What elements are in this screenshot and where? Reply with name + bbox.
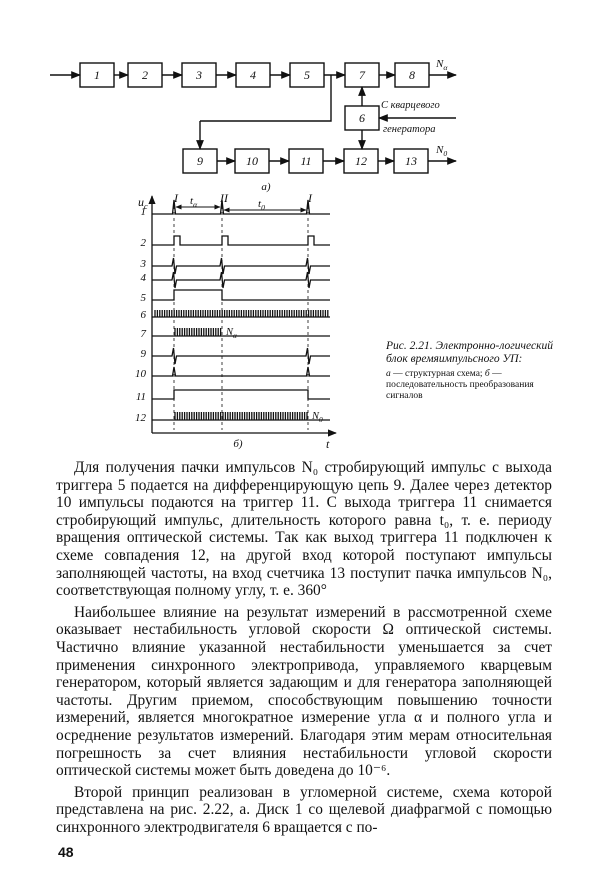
row-label-6: 6 xyxy=(140,309,146,321)
row-label-3: 3 xyxy=(140,258,146,270)
generator-label-1: С кварцевого xyxy=(381,100,440,111)
block-label-5: 5 xyxy=(304,68,310,82)
block-label-6: 6 xyxy=(359,111,365,125)
paragraph: Для получения пачки импульсов N₀ стробирующий импульс с выхода триггера 5 подается на дифференцирующую цепь 9. Далее через детектор 10 импульсы подаются на триггер 11. С выхода триггера 11 снимается стробирующий импульс, длительность которого равна t₀, т. е. периоду вращения оптической системы. Так как выход триггера 11 подключен к схеме совпадения 12, на другой вход которой поступают импульсы заполняющей частоты, на вход счетчика 13 поступит пачка импульсов N₀, соответствующая полному углу, т. е. 360° xyxy=(56,459,552,600)
pulse-label-3: I xyxy=(308,191,312,205)
page-number: 48 xyxy=(58,844,74,860)
signal-row-4 xyxy=(152,272,330,288)
block-label-1: 1 xyxy=(94,68,100,82)
signal-row-6 xyxy=(152,310,330,317)
row-label-10: 10 xyxy=(135,368,146,380)
row-label-9: 9 xyxy=(140,348,146,360)
signal-row-9 xyxy=(152,348,330,364)
signal-row-12 xyxy=(152,412,330,420)
block-label-8: 8 xyxy=(409,68,415,82)
paragraph: Наибольшее влияние на результат измерений в рассмотренной схеме оказывает нестабильность угловой скорости Ω оптической системы. Частично влияние указанной нестабильности уменьшается за счет применения синхронного электропривода, управляемого кварцевым генератором, который является задающим и для генератора заполняющей частоты. Другим приемом, способствующим повышению точности измерений, является многократное измерение угла α и полного угла и осреднение результатов измерений. Благодаря этим мерам относительная погрешность за счет влияния нестабильности угловой скорости оптической системы может быть доведена до 10⁻⁶. xyxy=(56,603,552,780)
pulse-label-2: II xyxy=(220,191,228,205)
row-label-4: 4 xyxy=(140,272,146,284)
block-label-11: 11 xyxy=(300,154,312,168)
signal-row-7 xyxy=(152,328,330,336)
caption-item-a-text: — структурная схема; xyxy=(390,369,485,379)
block-label-13: 13 xyxy=(405,154,417,168)
paragraph: Второй принцип реализован в угломерной системе, схема которой представлена на рис. 2.22, а. Диск 1 со щелевой диафрагмой с помощью синхронного электродвигателя 6 вращается с по- xyxy=(56,783,552,836)
output-n-alpha: $N_\alpha$ xyxy=(436,58,448,72)
block-label-3: 3 xyxy=(196,68,202,82)
y-axis-label: $u_c$ xyxy=(138,195,148,211)
block-label-9: 9 xyxy=(197,154,203,168)
signal-row-5 xyxy=(152,290,330,300)
caption-item-a: а xyxy=(386,369,391,379)
feedback-line xyxy=(200,75,331,121)
signal-row-3 xyxy=(152,258,330,274)
output-n-zero: $N_0$ xyxy=(436,144,448,158)
block-label-2: 2 xyxy=(142,68,148,82)
signal-row-10 xyxy=(152,367,330,376)
row-label-5: 5 xyxy=(140,292,146,304)
caption-title: Рис. 2.21. Электронно-логический блок времяимпульсного УП: xyxy=(386,340,553,365)
interval-t-zero-label: $t_0$ xyxy=(258,198,265,212)
timing-diagram xyxy=(135,191,336,451)
signal-row-2 xyxy=(152,236,330,245)
row-12-n-zero: $N_0$ xyxy=(312,411,323,424)
row-7-n-alpha: $N_\alpha$ xyxy=(226,327,237,340)
row-label-7: 7 xyxy=(140,328,146,340)
pulse-label-1: I xyxy=(174,191,178,205)
caption-description xyxy=(386,369,566,402)
interval-t-alpha-label: $t_\alpha$ xyxy=(190,195,198,209)
block-label-10: 10 xyxy=(246,154,258,168)
sublabel-b: б) xyxy=(233,438,243,450)
block-label-12: 12 xyxy=(355,154,367,168)
generator-label-2: генератора xyxy=(383,124,436,135)
caption-item-b: б xyxy=(484,369,490,379)
row-label-1: 1 xyxy=(140,206,146,218)
block-diagram xyxy=(50,58,456,193)
row-label-12: 12 xyxy=(135,412,146,424)
body-text xyxy=(56,459,552,836)
figure-caption xyxy=(386,340,566,402)
sublabel-a: а) xyxy=(261,181,271,193)
row-label-2: 2 xyxy=(140,237,146,249)
row-label-11: 11 xyxy=(135,391,146,403)
caption-item-b-text: — последовательность преобразования сигналов xyxy=(386,369,534,401)
signal-row-11 xyxy=(152,390,330,399)
block-label-7: 7 xyxy=(359,68,365,82)
block-label-4: 4 xyxy=(250,68,256,82)
x-axis-label: t xyxy=(326,437,330,451)
